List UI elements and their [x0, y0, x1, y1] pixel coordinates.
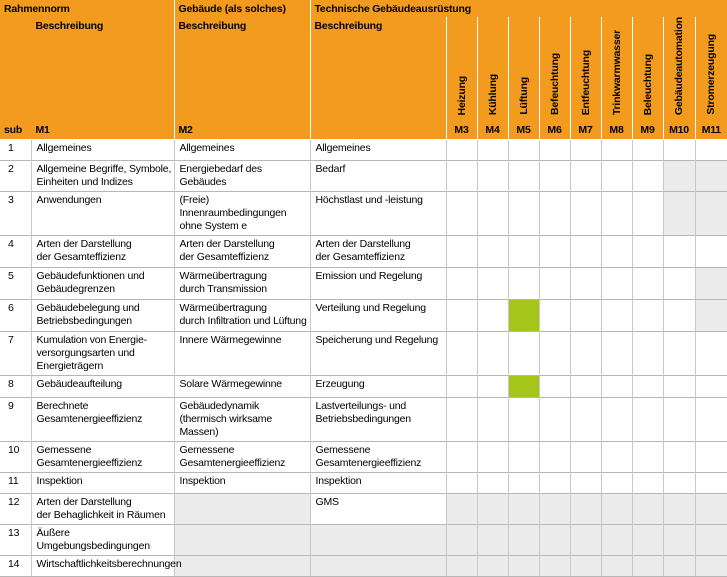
gebaeude-cell-text: Arten der Darstellung der Gesamteffizienz [179, 237, 275, 263]
service-cell-m7 [570, 235, 601, 267]
service-lueftung: Lüftung [508, 17, 539, 121]
header-beschreibung-m1: Beschreibung [31, 17, 174, 121]
service-cell-m6 [539, 441, 570, 472]
service-cell-m8 [601, 331, 632, 375]
service-cell-m5 [508, 397, 539, 441]
header-sub-blank [0, 17, 31, 121]
rahmennorm-cell-text: Allgemeine Begriffe, Symbole, Einheiten und Indizes [36, 162, 172, 188]
gebaeude-cell [174, 493, 310, 524]
service-cell-m6 [539, 375, 570, 397]
service-cell-m9 [632, 331, 663, 375]
rahmennorm-cell [31, 472, 174, 493]
header-tga: Technische Gebäudeausrüstung [310, 0, 727, 17]
service-cell-m5 [508, 524, 539, 555]
service-cell-m6 [539, 493, 570, 524]
gebaeude-cell-text: Gebäudedynamik (thermisch wirksame Massen) [179, 399, 272, 438]
matrix-body [0, 139, 727, 576]
service-cell-m3 [446, 472, 477, 493]
tga-description-cell [310, 267, 446, 299]
sub-number [0, 472, 31, 493]
service-cell-m10 [663, 139, 695, 160]
rahmennorm-cell-text: Arten der Darstellung der Gesamteffizienz [36, 237, 132, 263]
rahmennorm-cell-text: Kumulation von Energie- versorgungsarten und Energieträgern [36, 333, 147, 372]
service-cell-m7 [570, 524, 601, 555]
rahmennorm-cell-text: Wirtschaftlichkeitsberechnungen [36, 557, 182, 570]
sub-number [0, 331, 31, 375]
sub-number-text: 2 [8, 162, 14, 175]
sub-number-text: 10 [8, 443, 20, 456]
rahmennorm-cell-text: Anwendungen [36, 193, 102, 206]
rahmennorm-cell [31, 299, 174, 331]
sub-number-text: 1 [8, 141, 14, 154]
tga-description-cell-text: Erzeugung [315, 377, 365, 390]
code-m4: M4 [477, 121, 508, 139]
service-cell-m5 [508, 299, 539, 331]
service-cell-m5 [508, 235, 539, 267]
service-cell-m5 [508, 375, 539, 397]
service-kuehlung: Kühlung [477, 17, 508, 121]
service-cell-m8 [601, 235, 632, 267]
service-cell-m7 [570, 441, 601, 472]
sub-number-text: 12 [8, 495, 20, 508]
service-cell-m9 [632, 441, 663, 472]
tga-description-cell-text: Speicherung und Regelung [315, 333, 438, 346]
service-cell-m11 [695, 299, 727, 331]
table-row [0, 493, 727, 524]
service-cell-m9 [632, 191, 663, 235]
service-cell-m8 [601, 441, 632, 472]
code-m10: M10 [663, 121, 695, 139]
service-cell-m3 [446, 441, 477, 472]
rahmennorm-cell [31, 397, 174, 441]
service-cell-m6 [539, 191, 570, 235]
sub-number [0, 524, 31, 555]
sub-number-text: 11 [8, 474, 19, 487]
gebaeude-cell-text: Wärmeübertragung durch Transmission [179, 269, 267, 295]
header-sub: sub [0, 121, 31, 139]
service-cell-m10 [663, 299, 695, 331]
service-cell-m11 [695, 235, 727, 267]
service-cell-m8 [601, 493, 632, 524]
rahmennorm-cell [31, 139, 174, 160]
gebaeude-cell-text: Energiebedarf des Gebäudes [179, 162, 262, 188]
service-cell-m11 [695, 160, 727, 191]
service-cell-m4 [477, 191, 508, 235]
header-row-descriptions [0, 17, 727, 121]
service-cell-m3 [446, 267, 477, 299]
tga-description-cell [310, 331, 446, 375]
rahmennorm-cell [31, 441, 174, 472]
service-cell-m8 [601, 472, 632, 493]
code-m7: M7 [570, 121, 601, 139]
service-heizung: Heizung [446, 17, 477, 121]
table-row [0, 524, 727, 555]
service-cell-m6 [539, 299, 570, 331]
gebaeude-cell [174, 331, 310, 375]
service-cell-m11 [695, 267, 727, 299]
tga-description-cell [310, 375, 446, 397]
sub-number [0, 267, 31, 299]
rahmennorm-cell [31, 375, 174, 397]
sub-number-text: 7 [8, 333, 14, 346]
tga-description-cell-text: Bedarf [315, 162, 346, 175]
sub-number [0, 493, 31, 524]
table-row [0, 555, 727, 576]
service-cell-m11 [695, 139, 727, 160]
header-beschreibung-tga: Beschreibung [310, 17, 446, 121]
tga-description-cell [310, 139, 446, 160]
service-cell-m3 [446, 160, 477, 191]
tga-description-cell-text: Arten der Darstellung der Gesamteffizienz [315, 237, 411, 263]
service-cell-m5 [508, 267, 539, 299]
service-cell-m10 [663, 267, 695, 299]
service-cell-m8 [601, 139, 632, 160]
service-cell-m7 [570, 267, 601, 299]
gebaeude-cell [174, 524, 310, 555]
header-gebaeude: Gebäude (als solches) [174, 0, 310, 17]
service-cell-m9 [632, 472, 663, 493]
service-cell-m9 [632, 267, 663, 299]
tga-description-cell [310, 493, 446, 524]
gebaeude-cell-text: Wärmeübertragung durch Infiltration und Lüftung [179, 301, 307, 327]
service-cell-m11 [695, 493, 727, 524]
service-cell-m3 [446, 524, 477, 555]
tga-description-cell [310, 524, 446, 555]
service-cell-m7 [570, 191, 601, 235]
service-cell-m11 [695, 472, 727, 493]
service-cell-m10 [663, 524, 695, 555]
rahmennorm-cell-text: Inspektion [36, 474, 83, 487]
tga-description-cell [310, 397, 446, 441]
tga-description-cell-text: Gemessene Gesamtenergieeffizienz [315, 443, 422, 469]
sub-number [0, 235, 31, 267]
gebaeude-cell [174, 375, 310, 397]
sub-number [0, 441, 31, 472]
service-cell-m6 [539, 524, 570, 555]
service-cell-m6 [539, 160, 570, 191]
rahmennorm-cell [31, 191, 174, 235]
service-cell-m3 [446, 331, 477, 375]
header-beschreibung-m2: Beschreibung [174, 17, 310, 121]
gebaeude-cell-text: Gemessene Gesamtenergieeffizienz [179, 443, 286, 469]
service-cell-m11 [695, 397, 727, 441]
service-cell-m7 [570, 139, 601, 160]
service-cell-m10 [663, 235, 695, 267]
code-m9: M9 [632, 121, 663, 139]
tga-description-cell [310, 555, 446, 576]
tga-description-cell [310, 191, 446, 235]
header-m2: M2 [174, 121, 310, 139]
table-row [0, 267, 727, 299]
gebaeude-cell-text: Allgemeines [179, 141, 235, 154]
service-cell-m8 [601, 555, 632, 576]
tga-description-cell-text: Inspektion [315, 474, 362, 487]
service-cell-m9 [632, 299, 663, 331]
service-cell-m3 [446, 299, 477, 331]
table-row [0, 375, 727, 397]
service-cell-m7 [570, 397, 601, 441]
service-cell-m5 [508, 331, 539, 375]
service-stromerzeugung: Stromerzeugung [695, 17, 727, 121]
rahmennorm-cell-text: Berechnete Gesamtenergieeffizienz [36, 399, 143, 425]
service-cell-m9 [632, 235, 663, 267]
service-cell-m9 [632, 493, 663, 524]
code-m3: M3 [446, 121, 477, 139]
service-cell-m11 [695, 331, 727, 375]
service-cell-m4 [477, 493, 508, 524]
service-cell-m6 [539, 555, 570, 576]
rahmennorm-cell-text: Gebäudebelegung und Betriebsbedingungen [36, 301, 140, 327]
service-cell-m3 [446, 493, 477, 524]
rahmennorm-cell-text: Gebäudefunktionen und Gebäudegrenzen [36, 269, 145, 295]
service-cell-m10 [663, 441, 695, 472]
sub-number [0, 139, 31, 160]
service-cell-m10 [663, 555, 695, 576]
service-cell-m8 [601, 160, 632, 191]
gebaeude-cell [174, 267, 310, 299]
table-row [0, 472, 727, 493]
tga-description-cell [310, 472, 446, 493]
code-m11: M11 [695, 121, 727, 139]
service-gebaeudeautomation: Gebäudeautomation [663, 17, 695, 121]
service-cell-m4 [477, 441, 508, 472]
service-cell-m10 [663, 160, 695, 191]
sub-number-text: 8 [8, 377, 14, 390]
service-cell-m11 [695, 375, 727, 397]
code-m6: M6 [539, 121, 570, 139]
service-cell-m7 [570, 472, 601, 493]
service-cell-m4 [477, 375, 508, 397]
gebaeude-cell [174, 472, 310, 493]
gebaeude-cell [174, 139, 310, 160]
service-cell-m4 [477, 524, 508, 555]
rahmennorm-cell-text: Arten der Darstellung der Behaglichkeit in Räumen [36, 495, 166, 521]
sub-number-text: 13 [8, 526, 20, 539]
sub-number-text: 9 [8, 399, 14, 412]
service-cell-m10 [663, 493, 695, 524]
service-befeuchtung: Befeuchtung [539, 17, 570, 121]
sub-number [0, 555, 31, 576]
gebaeude-cell [174, 191, 310, 235]
sub-number [0, 191, 31, 235]
rahmennorm-cell [31, 555, 182, 576]
service-cell-m5 [508, 160, 539, 191]
service-cell-m4 [477, 331, 508, 375]
gebaeude-cell [174, 441, 310, 472]
code-m8: M8 [601, 121, 632, 139]
sub-number-text: 14 [8, 557, 20, 570]
rahmennorm-cell [31, 331, 174, 375]
table-row [0, 235, 727, 267]
code-m5: M5 [508, 121, 539, 139]
service-cell-m11 [695, 441, 727, 472]
gebaeude-cell-text: Inspektion [179, 474, 226, 487]
service-cell-m3 [446, 139, 477, 160]
service-cell-m11 [695, 555, 727, 576]
service-cell-m5 [508, 441, 539, 472]
service-cell-m9 [632, 160, 663, 191]
service-cell-m4 [477, 555, 508, 576]
service-cell-m3 [446, 375, 477, 397]
service-cell-m10 [663, 472, 695, 493]
service-cell-m4 [477, 267, 508, 299]
rahmennorm-cell [31, 235, 174, 267]
tga-description-cell-text: GMS [315, 495, 339, 508]
sub-number-text: 6 [8, 301, 14, 314]
sub-number [0, 160, 31, 191]
service-cell-m7 [570, 493, 601, 524]
service-cell-m9 [632, 375, 663, 397]
gebaeude-cell-text: Solare Wärmegewinne [179, 377, 282, 390]
tga-description-cell [310, 299, 446, 331]
service-cell-m9 [632, 397, 663, 441]
service-cell-m8 [601, 299, 632, 331]
service-cell-m5 [508, 191, 539, 235]
service-cell-m8 [601, 397, 632, 441]
service-cell-m6 [539, 267, 570, 299]
gebaeude-cell [174, 555, 310, 576]
tga-description-cell [310, 441, 446, 472]
service-cell-m8 [601, 267, 632, 299]
service-beleuchtung: Beleuchtung [632, 17, 663, 121]
service-cell-m8 [601, 524, 632, 555]
header-rahmennorm: Rahmennorm [0, 0, 174, 17]
service-cell-m7 [570, 375, 601, 397]
service-cell-m6 [539, 472, 570, 493]
service-cell-m3 [446, 397, 477, 441]
service-cell-m10 [663, 331, 695, 375]
gebaeude-cell [174, 235, 310, 267]
service-cell-m3 [446, 191, 477, 235]
rahmennorm-cell [31, 267, 174, 299]
header-row-codes [0, 121, 727, 139]
service-cell-m5 [508, 555, 539, 576]
service-cell-m4 [477, 235, 508, 267]
tga-description-cell-text: Höchstlast und -leistung [315, 193, 423, 206]
service-cell-m6 [539, 397, 570, 441]
header-m1: M1 [31, 121, 174, 139]
tga-description-cell-text: Verteilung und Regelung [315, 301, 426, 314]
service-cell-m5 [508, 139, 539, 160]
service-cell-m11 [695, 191, 727, 235]
sub-number [0, 375, 31, 397]
table-row [0, 397, 727, 441]
tga-description-cell-text: Lastverteilungs- und Betriebsbedingungen [315, 399, 411, 425]
header-tga-blank [310, 121, 446, 139]
sub-number [0, 397, 31, 441]
service-cell-m4 [477, 160, 508, 191]
service-cell-m6 [539, 331, 570, 375]
service-cell-m8 [601, 375, 632, 397]
service-cell-m11 [695, 524, 727, 555]
header-row-groups [0, 0, 727, 17]
rahmennorm-cell-text: Äußere Umgebungsbedingungen [36, 526, 150, 552]
service-entfeuchtung: Entfeuchtung [570, 17, 601, 121]
table-row [0, 299, 727, 331]
tga-description-cell [310, 160, 446, 191]
table-row [0, 331, 727, 375]
rahmennorm-cell [31, 524, 174, 555]
service-cell-m4 [477, 397, 508, 441]
rahmennorm-cell-text: Gebäudeaufteilung [36, 377, 122, 390]
service-cell-m4 [477, 472, 508, 493]
service-cell-m9 [632, 524, 663, 555]
service-cell-m5 [508, 493, 539, 524]
gebaeude-cell [174, 160, 310, 191]
service-cell-m7 [570, 331, 601, 375]
service-cell-m6 [539, 139, 570, 160]
rahmennorm-cell-text: Allgemeines [36, 141, 92, 154]
service-cell-m10 [663, 397, 695, 441]
service-cell-m7 [570, 555, 601, 576]
sub-number [0, 299, 31, 331]
service-cell-m8 [601, 191, 632, 235]
service-cell-m9 [632, 139, 663, 160]
gebaeude-cell-text: Innere Wärmegewinne [179, 333, 282, 346]
service-cell-m4 [477, 299, 508, 331]
service-cell-m5 [508, 472, 539, 493]
tga-description-cell-text: Allgemeines [315, 141, 371, 154]
sub-number-text: 3 [8, 193, 14, 206]
service-cell-m3 [446, 555, 477, 576]
service-cell-m9 [632, 555, 663, 576]
service-trinkwarmwasser: Trinkwarmwasser [601, 17, 632, 121]
gebaeude-cell [174, 397, 310, 441]
service-cell-m6 [539, 235, 570, 267]
service-cell-m7 [570, 160, 601, 191]
service-cell-m4 [477, 139, 508, 160]
gebaeude-cell-text: (Freie) Innenraumbedingungen ohne System e [179, 193, 287, 232]
rahmennorm-cell [31, 160, 174, 191]
gebaeude-cell [174, 299, 310, 331]
tga-description-cell [310, 235, 446, 267]
table-row [0, 191, 727, 235]
rahmennorm-cell [31, 493, 174, 524]
sub-number-text: 5 [8, 269, 14, 282]
service-cell-m7 [570, 299, 601, 331]
tga-description-cell-text: Emission und Regelung [315, 269, 423, 282]
service-cell-m10 [663, 191, 695, 235]
table-row [0, 441, 727, 472]
service-cell-m3 [446, 235, 477, 267]
service-cell-m10 [663, 375, 695, 397]
sub-number-text: 4 [8, 237, 14, 250]
table-row [0, 139, 727, 160]
table-row [0, 160, 727, 191]
rahmennorm-cell-text: Gemessene Gesamtenergieeffizienz [36, 443, 143, 469]
